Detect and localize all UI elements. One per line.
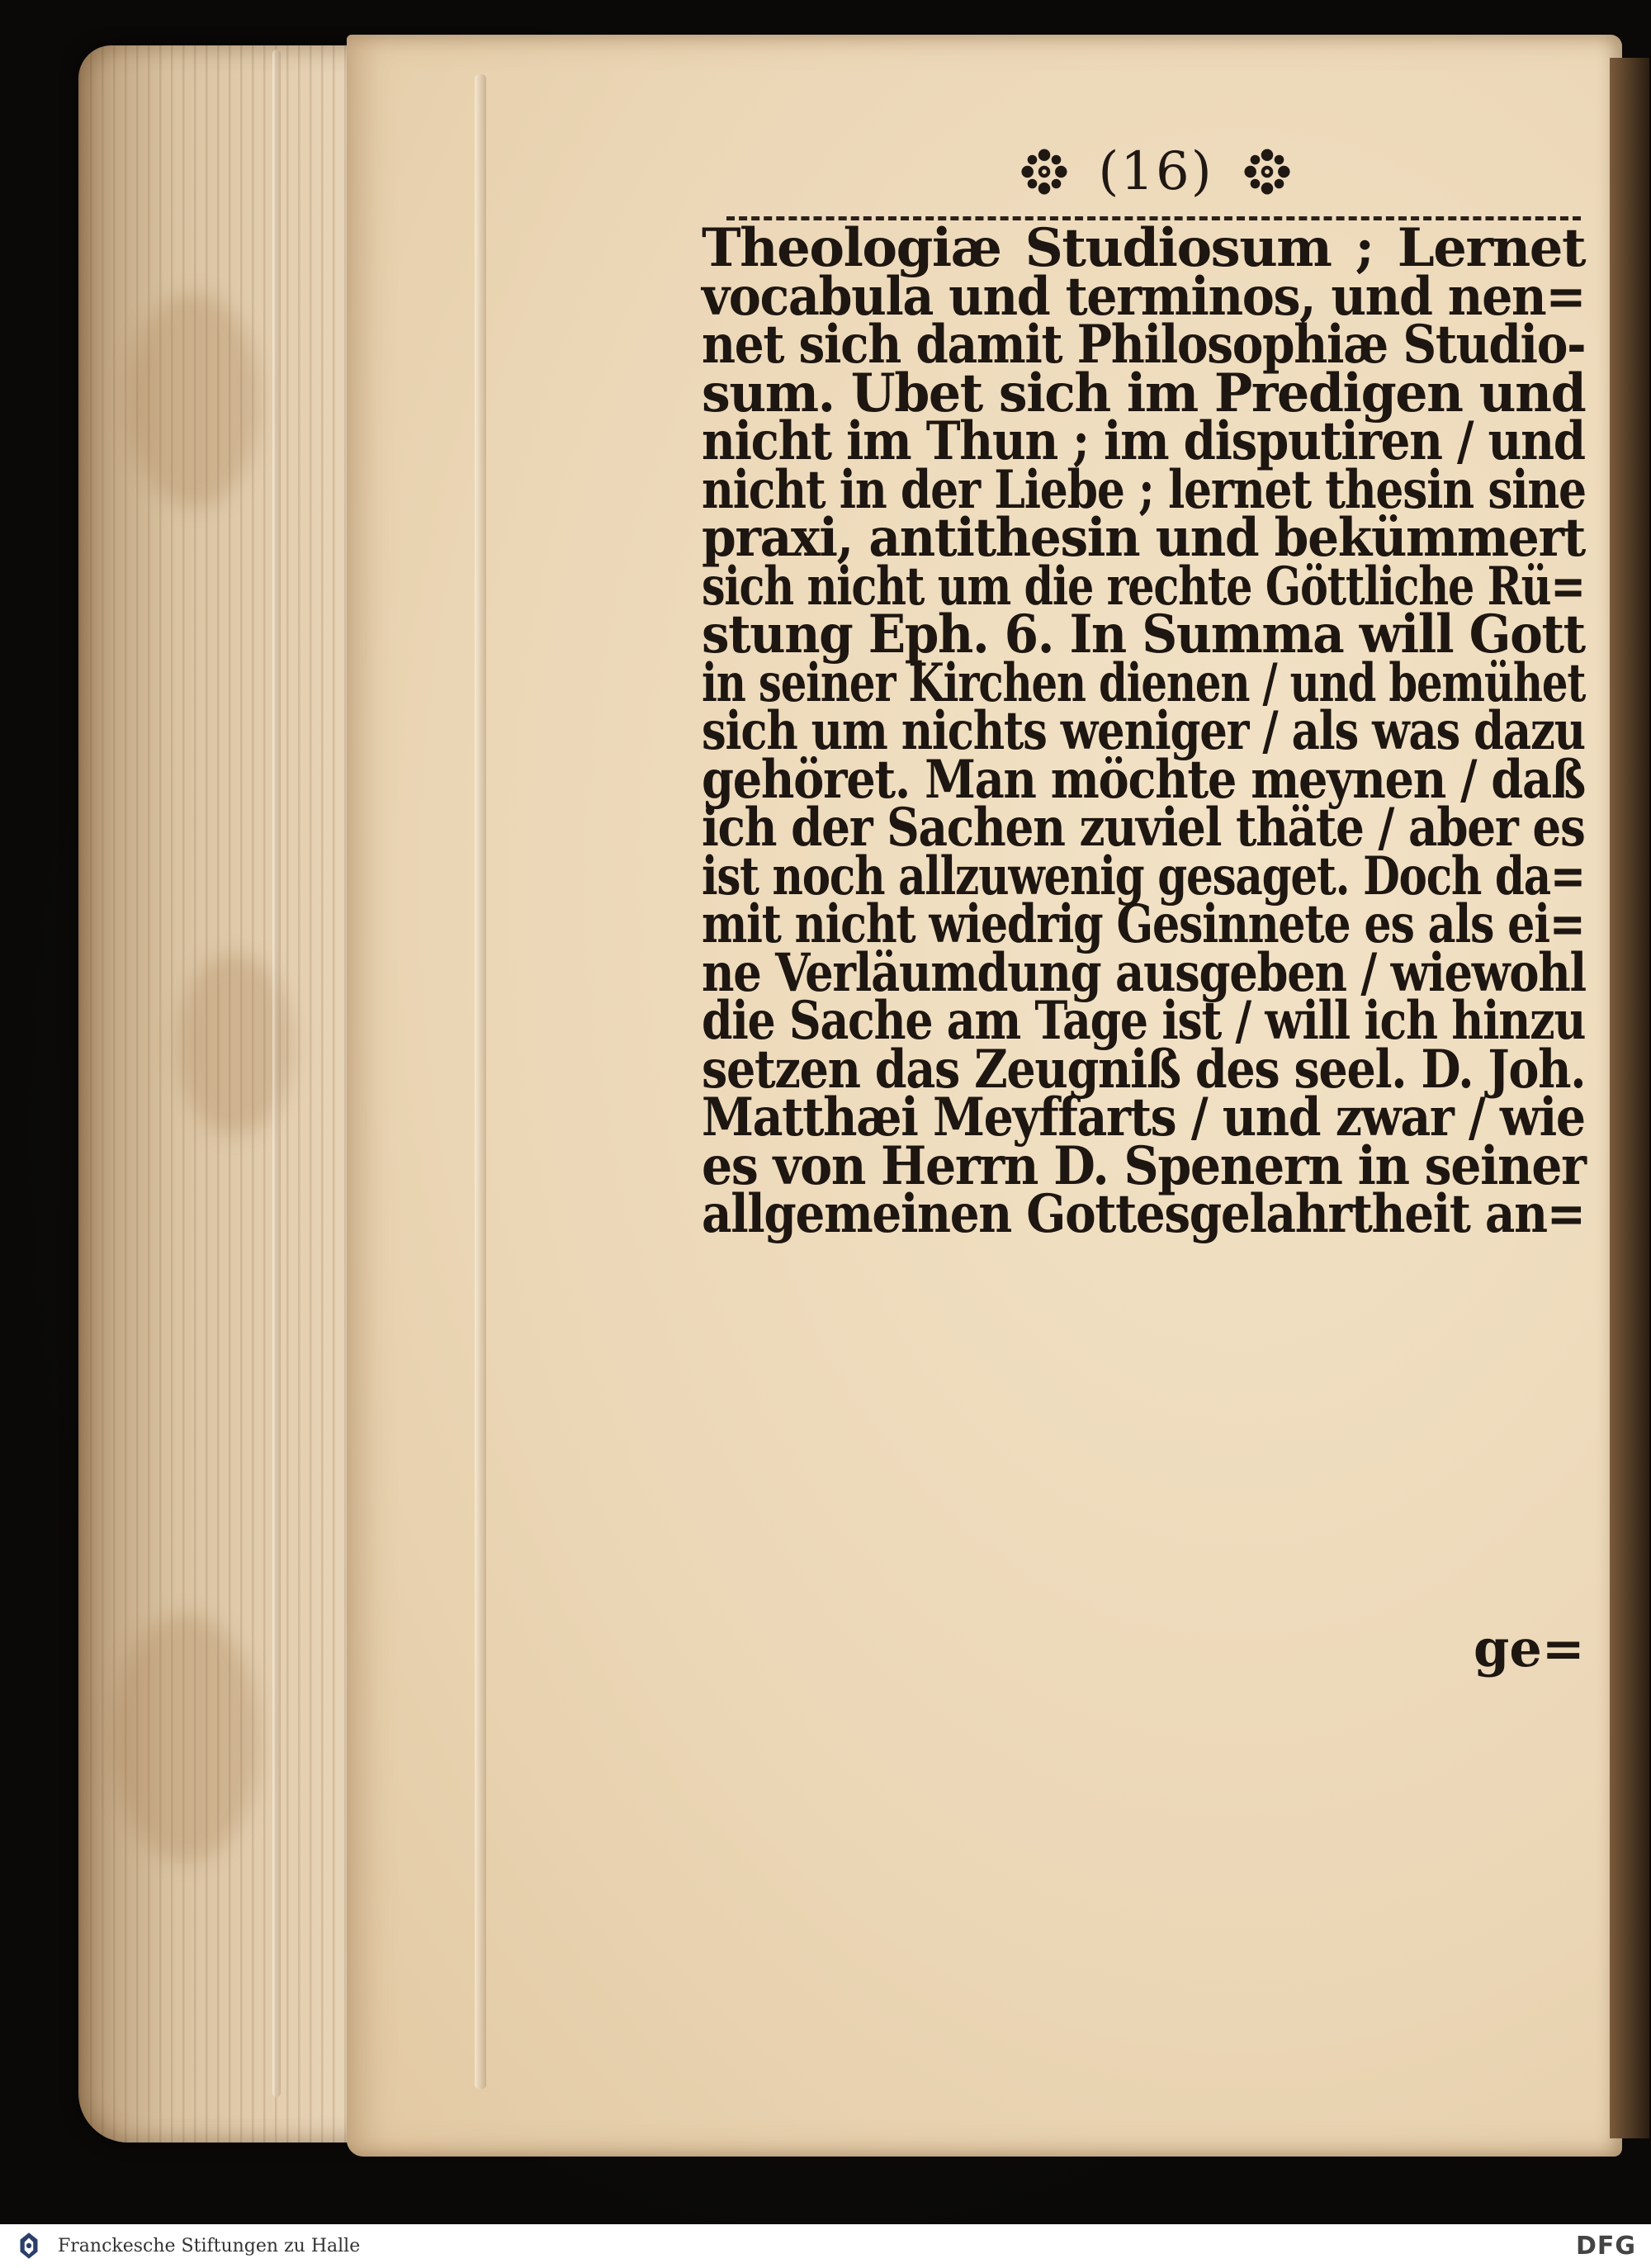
text-line: stung Eph. 6. In Summa will Gott — [702, 604, 1585, 665]
text-line: sich nicht um die rechte Göttliche Rü= — [702, 555, 1585, 618]
page-right-edge — [1610, 58, 1649, 2138]
rosette-flower-icon — [1243, 148, 1291, 196]
text-line: allgemeinen Gottesgelahrtheit an= — [702, 1183, 1585, 1245]
text-line: setzen das Zeugniß des seel. D. Joh. — [702, 1038, 1586, 1101]
text-line: ne Verläumdung ausgeben / wiewohl — [702, 941, 1586, 1004]
text-line: nicht in der Liebe ; lernet thesin sine — [702, 458, 1586, 521]
text-line: net sich damit Philosophiæ Studio- — [702, 314, 1586, 376]
viewer-footer — [0, 2224, 1651, 2268]
page-body-text — [702, 217, 1586, 1245]
text-line: gehöret. Man möchte meynen / daß — [702, 748, 1585, 811]
francke-foundations-crest-icon[interactable] — [12, 2229, 46, 2264]
page-number: (16) — [1098, 141, 1213, 202]
text-line: die Sache am Tage ist / will ich hinzu — [702, 990, 1586, 1052]
text-line: in seiner Kirchen dienen / und bemühet — [702, 651, 1586, 714]
text-line: nicht im Thun ; im disputiren / und — [702, 410, 1585, 472]
text-line: mit nicht wiedrig Gesinnete es als ei= — [702, 893, 1585, 955]
text-line: praxi, antithesin und bekümmert — [702, 507, 1585, 569]
text-line: ich der Sachen zuviel thäte / aber es — [702, 797, 1585, 859]
page-header — [991, 139, 1321, 205]
text-line: vocabula und terminos, und nen= — [702, 265, 1586, 328]
text-line: Theologiæ Studiosum ; Lernet — [702, 217, 1585, 279]
dfg-logo[interactable]: DFG — [1575, 2232, 1636, 2261]
text-line: ist noch allzuwenig gesaget. Doch da= — [702, 845, 1585, 907]
text-line: Matthæi Meyffarts / und zwar / wie — [702, 1087, 1585, 1148]
text-line: sich um nichts weniger / als was dazu — [702, 700, 1585, 762]
catchword: ge= — [1474, 1618, 1585, 1679]
page-fold-ridge — [475, 74, 486, 2089]
text-line: sum. Ubet sich im Predigen und — [702, 362, 1586, 424]
footer-institution-link[interactable]: Franckesche Stiftungen zu Halle — [58, 2236, 361, 2256]
rosette-flower-icon — [1020, 148, 1068, 196]
page-fold-ridge — [272, 50, 281, 2097]
text-line: es von Herrn D. Spenern in seiner — [702, 1134, 1586, 1197]
